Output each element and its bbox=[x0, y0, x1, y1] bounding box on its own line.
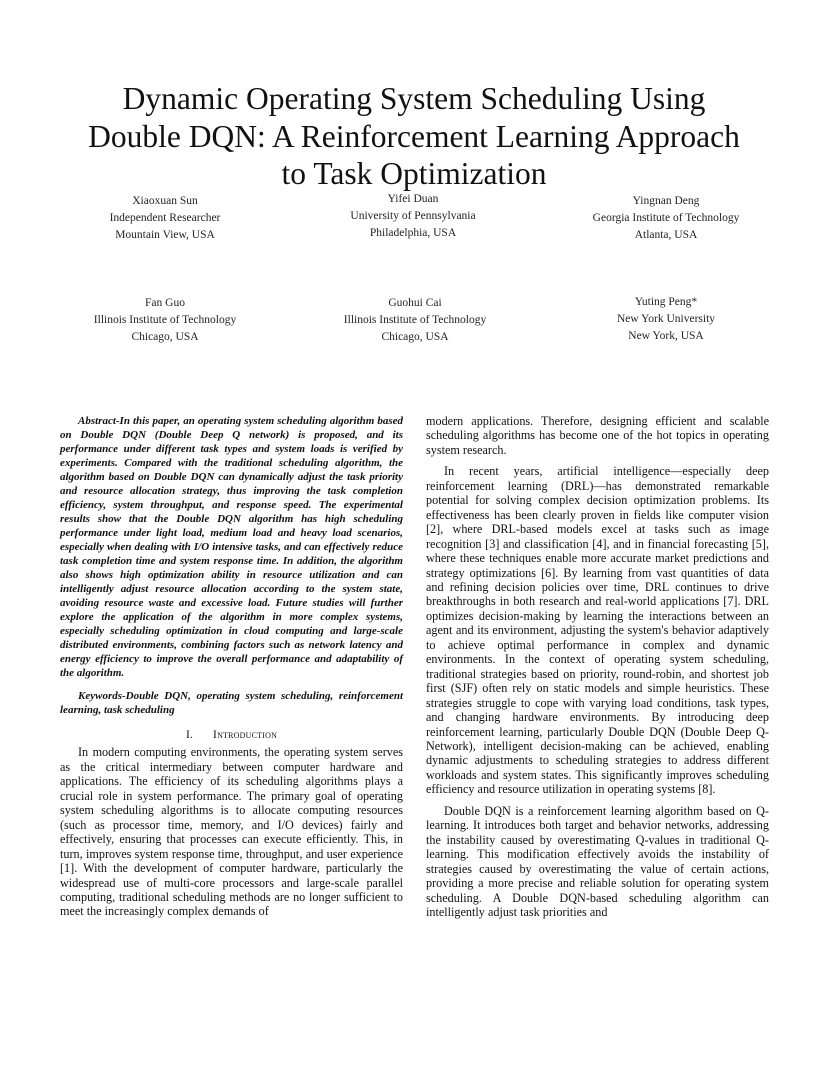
section-heading bbox=[60, 728, 403, 742]
author-block bbox=[556, 294, 776, 345]
author-location: Chicago, USA bbox=[131, 331, 199, 343]
author-block bbox=[55, 193, 275, 244]
author-block bbox=[556, 193, 776, 244]
section-number: I. bbox=[185, 729, 194, 741]
author-affiliation: Independent Researcher bbox=[109, 212, 221, 224]
author-location: Chicago, USA bbox=[381, 331, 449, 343]
author-affiliation: University of Pennsylvania bbox=[350, 210, 476, 222]
left-column bbox=[60, 414, 403, 926]
author-block bbox=[55, 295, 275, 346]
author-block bbox=[303, 191, 523, 242]
body-paragraph: modern applications. Therefore, designing efficient and scalable scheduling algorithms has become one of the hot topics in operating system research. bbox=[426, 414, 769, 457]
author-affiliation: Illinois Institute of Technology bbox=[343, 314, 487, 326]
author-name: Fan Guo bbox=[145, 297, 185, 309]
body-paragraph: Double DQN is a reinforcement learning algorithm based on Q-learning. It introduces both target and behavior networks, addressing the instability caused by overestimating Q-values in traditional Q-learning. This modification effectively avoids the instability of strategies caused by overestimating the value of certain actions, providing a more precise and reliable solution for operating system scheduling. A Double DQN-based scheduling algorithm can intelligently adjust task priorities and bbox=[426, 803, 769, 919]
author-name: Guohui Cai bbox=[388, 297, 442, 309]
section-title: Introduction bbox=[213, 729, 278, 741]
author-affiliation: New York University bbox=[616, 313, 716, 325]
paper-title bbox=[60, 80, 768, 193]
author-location: Atlanta, USA bbox=[634, 229, 698, 241]
body-paragraph: In modern computing environments, the operating system serves as the critical intermediary between computer hardware and applications. The efficiency of its scheduling algorithms plays a crucial role in system performance. The primary goal of operating system scheduling algorithms is to allocate computing resources (such as processor time, memory, and I/O devices) fairly and effectively, ensuring that processes can execute efficiently. This, in turn, improves system response time, throughput, and user experience [1]. With the development of computer hardware, particularly the widespread use of multi-core processors and large-scale parallel computing, traditional scheduling methods are no longer sufficient to meet the increasingly complex demands of bbox=[60, 745, 403, 919]
keywords: Keywords-Double DQN, operating system scheduling, reinforcement learning, task scheduling bbox=[60, 690, 403, 716]
author-name: Xiaoxuan Sun bbox=[132, 195, 198, 207]
author-affiliation: Georgia Institute of Technology bbox=[592, 212, 740, 224]
author-location: New York, USA bbox=[628, 330, 704, 342]
author-location: Mountain View, USA bbox=[115, 229, 215, 241]
abstract: Abstract-In this paper, an operating system scheduling algorithm based on Double DQN (Double Deep Q network) is proposed, and its performance under different task types and system loads is verified by experiments. Compared with the traditional scheduling algorithm, the algorithm based on Double DQN can dynamically adjust the task priority and resource allocation strategy, thus improving the task completion efficiency, system throughput, and response speed. The experimental results show that the Double DQN algorithm has high scheduling performance under light load, medium load and heavy load scenarios, especially when dealing with I/O intensive tasks, and can effectively reduce task completion time and system response time. In addition, the algorithm also shows high optimization ability in resource utilization and can intelligently adjust resource allocation according to the system state, avoiding resource waste and excessive load. Future studies will further explore the application of the algorithm in more complex systems, especially scheduling optimization in cloud computing and large-scale distributed environments, combining factors such as network latency and energy efficiency to improve the overall performance and adaptability of the algorithm. bbox=[60, 415, 403, 679]
author-name: Yuting Peng* bbox=[634, 296, 698, 308]
author-affiliation: Illinois Institute of Technology bbox=[93, 314, 237, 326]
body-paragraph: In recent years, artificial intelligence—especially deep reinforcement learning (DRL)—has demonstrated remarkable potential for solving complex decision optimization problems. Its effectiveness has been clearly proven in fields like computer vision [2], where DRL-based models excel at tasks such as image recognition [3] and classification [4], and in financial forecasting [5], where these techniques enable more accurate market predictions and strategy optimizations [6]. By learning from vast quantities of data and refining decision policies over time, DRL continues to drive breakthroughs in both research and real-world applications [7]. DRL optimizes decision-making by learning the interactions between an agent and its environment, adjusting the system's behavior adaptively to achieve optimal performance in complex and dynamic environments. In the context of operating system scheduling, traditional strategies based on priority, round-robin, and shortest job first (SJF) often rely on static models and simple heuristics. These strategies struggle to cope with varying load conditions, task types, and changing hardware environments. By introducing deep reinforcement learning, particularly Double DQN (Double Deep Q-Network), intelligent decision-making can be achieved, enabling dynamic adjustments to scheduling strategies to address different workloads and system states. This significantly improves scheduling efficiency and resource utilization in operating systems [8]. bbox=[426, 464, 769, 797]
right-column bbox=[426, 414, 769, 926]
author-block bbox=[305, 295, 525, 346]
author-name: Yingnan Deng bbox=[632, 195, 700, 207]
title-line: Double DQN: A Reinforcement Learning Approach bbox=[88, 118, 740, 154]
title-line: Dynamic Operating System Scheduling Using bbox=[122, 81, 706, 116]
title-line: to Task Optimization bbox=[281, 156, 547, 191]
author-location: Philadelphia, USA bbox=[369, 227, 457, 239]
author-name: Yifei Duan bbox=[387, 193, 439, 205]
